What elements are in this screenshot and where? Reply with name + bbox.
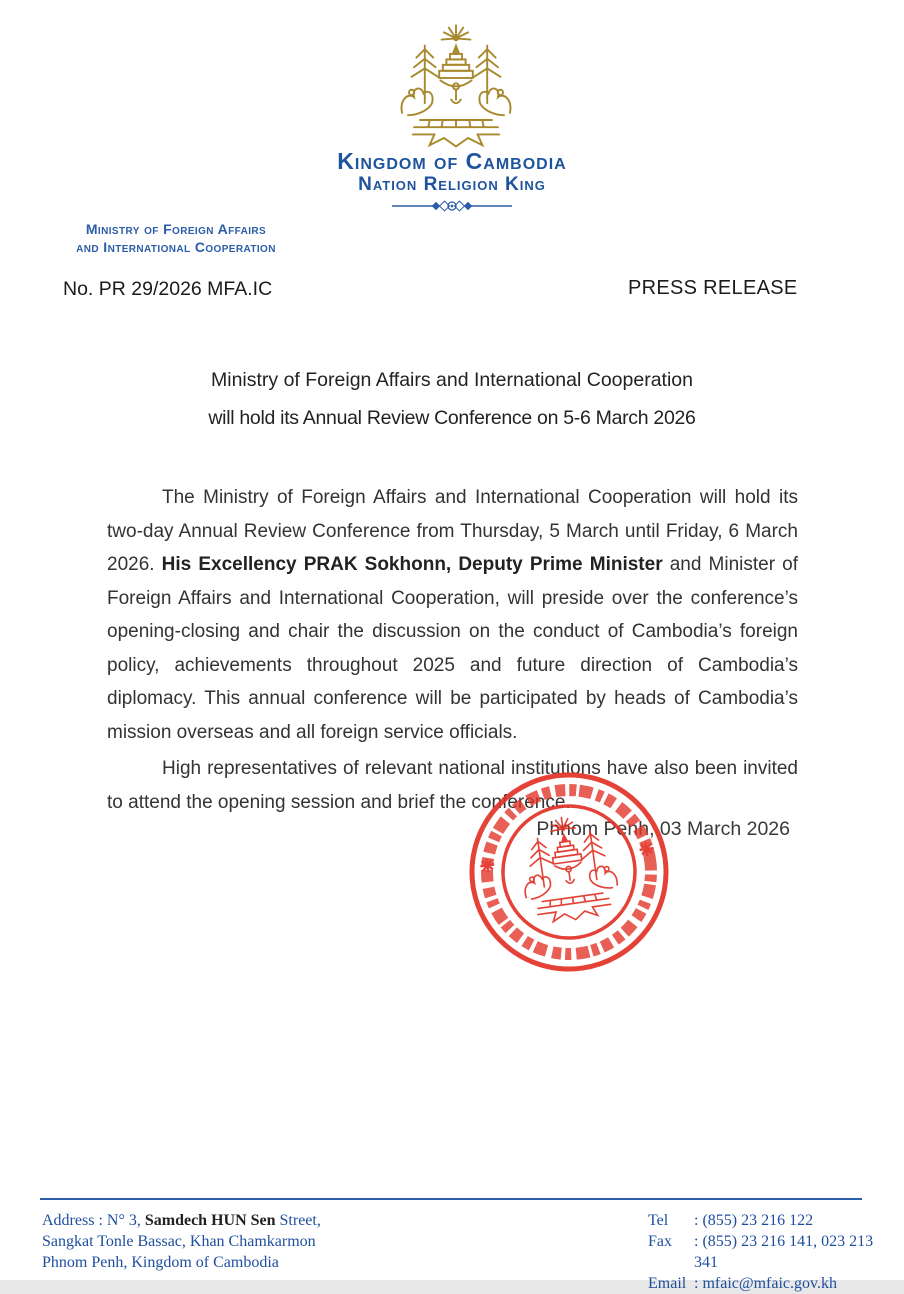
fax-value: : (855) 23 216 141, 023 213 341 bbox=[694, 1233, 874, 1271]
royal-coat-of-arms bbox=[394, 24, 518, 150]
address-line-3: Phnom Penh, Kingdom of Cambodia bbox=[42, 1254, 279, 1271]
address-line-2: Sangkat Tonle Bassac, Khan Chamkarmon bbox=[42, 1233, 316, 1250]
document-type-label: PRESS RELEASE bbox=[628, 277, 798, 299]
body-text bbox=[107, 481, 798, 819]
ministry-line-2: and International Cooperation bbox=[76, 239, 276, 255]
email-row bbox=[648, 1273, 898, 1294]
address-line-1 bbox=[42, 1210, 462, 1231]
paragraph-1-text: The Ministry of Foreign Affairs and International Cooperation will hold its two-day Annual Review Conference from Thursday, 5 March until Friday, 6 March 2026. bbox=[107, 487, 798, 575]
address-line-1-pre: Address : N° 3, bbox=[42, 1212, 145, 1229]
paragraph-1-bold-text: His Excellency PRAK Sokhonn, Deputy Prime Minister bbox=[161, 554, 663, 575]
address-line-1-post: Street, bbox=[275, 1212, 321, 1229]
address-line-1-bold: Samdech HUN Sen bbox=[144, 1212, 276, 1229]
tel-value: : (855) 23 216 122 bbox=[694, 1212, 814, 1229]
tel-label: Tel bbox=[648, 1212, 669, 1229]
kingdom-heading: Kingdom of Cambodia bbox=[337, 148, 567, 174]
email-value: : mfaic@mfaic.gov.kh bbox=[694, 1275, 837, 1292]
dateline: Phnom Penh, 03 March 2026 bbox=[536, 818, 790, 840]
title-line-2: will hold its Annual Review Conference on 5-6 March 2026 bbox=[208, 407, 696, 429]
footer-divider bbox=[40, 1198, 862, 1200]
paragraph-1-text-cont: and Minister of Foreign Affairs and International Cooperation, will preside over the conference’s opening-closing and chair the discussion on the conduct of Cambodia’s foreign policy, achievements throughout 2025 and future direction of Cambodia’s diplomacy. This annual conference will be participated by heads of Cambodia’s mission overseas and all foreign service officials. bbox=[107, 554, 798, 743]
ministry-line-1: Ministry of Foreign Affairs bbox=[85, 221, 267, 237]
paragraph-2: High representatives of relevant national institutions have also been invited to attend the opening session and brief the conference. bbox=[107, 758, 798, 813]
title-line-1: Ministry of Foreign Affairs and International Cooperation bbox=[211, 369, 693, 391]
fax-label: Fax bbox=[648, 1233, 672, 1250]
ministry-red-seal-stamp bbox=[462, 768, 676, 976]
footer-address-block bbox=[42, 1210, 462, 1273]
ministry-letterhead bbox=[28, 220, 324, 256]
footer-contact-block bbox=[648, 1210, 898, 1294]
tel-row bbox=[648, 1210, 898, 1231]
email-label: Email bbox=[648, 1275, 687, 1292]
divider-ornament-icon bbox=[392, 199, 512, 213]
motto-heading: Nation Religion King bbox=[358, 174, 546, 195]
reference-number: No. PR 29/2026 MFA.IC bbox=[63, 278, 273, 300]
fax-row bbox=[648, 1231, 898, 1273]
paragraph-1 bbox=[107, 481, 798, 749]
